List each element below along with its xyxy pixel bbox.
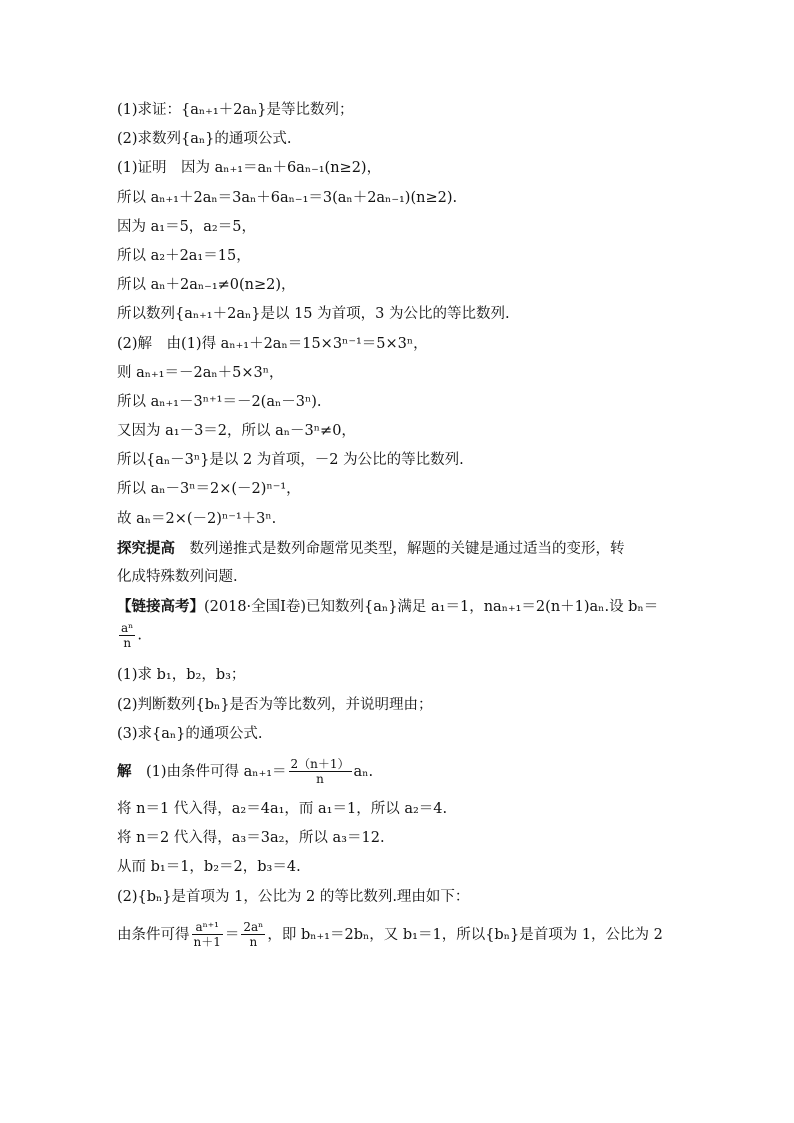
solution-label: 解 [117,762,132,780]
question-line: (3)求{aₙ}的通项公式. [117,725,263,742]
bn-fraction-denominator: n [123,636,132,651]
text-line: (1)证明 因为 aₙ₊₁＝aₙ＋6aₙ₋₁(n≥2)， [117,160,382,177]
text-line: 所以 aₙ₊₁－3ⁿ⁺¹＝－2(aₙ－3ⁿ). [117,393,322,410]
bn-fraction [119,621,135,650]
text-line: 所以 aₙ＋2aₙ₋₁≠0(n≥2)， [117,277,296,294]
explore-label: 探究提高 [117,539,175,557]
text-line: 又因为 a₁－3＝2，所以 aₙ－3ⁿ≠0， [117,423,356,440]
ratio-numerator-1: aⁿ⁺¹ [192,920,223,935]
ratio-denominator-2: n [249,935,258,950]
bn-fraction-numerator: aⁿ [121,621,134,636]
explore-text: 数列递推式是数列命题常见类型，解题的关键是通过适当的变形，转 [175,540,625,557]
question-line: (1)求 b₁，b₂，b₃； [117,667,246,684]
text-line: 所以数列{aₙ₊₁＋2aₙ}是以 15 为首项，3 为公比的等比数列. [117,306,510,323]
text-line: 故 aₙ＝2×(－2)ⁿ⁻¹＋3ⁿ. [117,510,277,527]
link-text: (2018·全国Ⅰ卷)已知数列{aₙ}满足 a₁＝1，naₙ₊₁＝2(n＋1)aₙ.设 bₙ＝ [204,599,659,616]
recurrence-fraction [289,757,352,786]
question-line: (2)判断数列{bₙ}是否为等比数列，并说明理由； [117,696,433,713]
explore-line-2: 化成特殊数列问题. [117,569,238,585]
text-line: (2)求数列{aₙ}的通项公式. [117,131,292,148]
recurrence-numerator: 2（n＋1） [290,757,350,772]
text-line: 因为 a₁＝5，a₂＝5， [117,218,256,235]
text-line: 所以 aₙ₊₁＋2aₙ＝3aₙ＋6aₙ₋₁＝3(aₙ＋2aₙ₋₁)(n≥2). [117,189,458,206]
text-line: 所以{aₙ－3ⁿ}是以 2 为首项，－2 为公比的等比数列. [117,452,464,469]
ratio-numerator-2: 2aⁿ [243,920,264,935]
link-label: 【链接高考】 [117,598,204,616]
text-line: (1)求证：{aₙ₊₁＋2aₙ}是等比数列； [117,102,354,118]
document-page [117,96,687,958]
solution-line: 将 n＝2 代入得，a₃＝3a₂，所以 a₃＝12. [117,830,385,847]
solution-last-line [117,912,687,958]
solution-line: 从而 b₁＝1，b₂＝2，b₃＝4. [117,859,301,876]
link-fraction-line [117,621,687,661]
equals-sign: ＝ [224,926,240,943]
solution-text-tail: aₙ. [353,763,374,780]
solution-line-1 [117,749,687,795]
last-line-pre: 由条件可得 [117,926,190,943]
ratio-fraction-1 [192,920,223,949]
solution-line: (2){bₙ}是首项为 1，公比为 2 的等比数列.理由如下： [117,888,470,905]
ratio-denominator-1: n＋1 [193,935,221,950]
text-line: 所以 aₙ－3ⁿ＝2×(－2)ⁿ⁻¹， [117,481,301,498]
last-line-post: ，即 bₙ₊₁＝2bₙ，又 b₁＝1，所以{bₙ}是首项为 1，公比为 2 [267,926,663,943]
text-line: 所以 a₂＋2a₁＝15， [117,247,251,264]
recurrence-denominator: n [316,772,324,787]
text-line: 则 aₙ₊₁＝－2aₙ＋5×3ⁿ， [117,364,284,381]
text-line: (2)解 由(1)得 aₙ₊₁＋2aₙ＝15×3ⁿ⁻¹＝5×3ⁿ， [117,335,428,352]
explore-line-1 [117,534,687,563]
solution-text: (1)由条件可得 aₙ₊₁＝ [131,763,287,780]
solution-line: 将 n＝1 代入得，a₂＝4a₁，而 a₁＝1，所以 a₂＝4. [117,800,448,817]
ratio-fraction-2 [241,920,265,949]
bn-fraction-tail: . [137,627,142,644]
link-line [117,592,687,621]
